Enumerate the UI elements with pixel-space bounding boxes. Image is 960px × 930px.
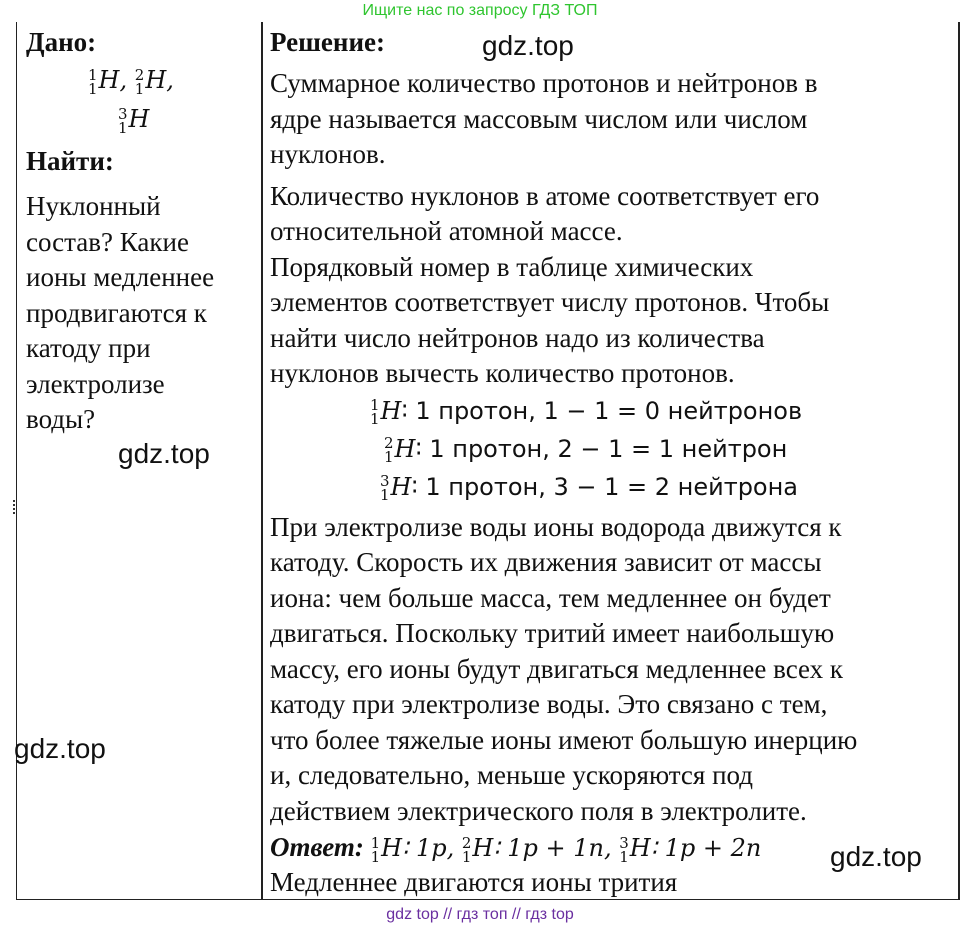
top-banner[interactable]: Ищите нас по запросу ГДЗ ТОП xyxy=(362,2,598,19)
given-isotopes-line-2 xyxy=(26,101,256,137)
watermark: gdz.top xyxy=(14,733,106,764)
isotope-protium: 1 1 H xyxy=(88,65,120,98)
solution-column xyxy=(270,24,950,898)
watermark: gdz.top xyxy=(830,841,922,872)
calc-protium: 1 1 H∶ 1 протон, 1 − 1 = 0 нейтронов xyxy=(370,396,803,428)
isotope-tritium: 3 1 H xyxy=(118,104,150,137)
neutron-calculations xyxy=(270,392,950,506)
solution-paragraph-2: Количество нуклонов в атоме соответствует его относительной атомной массе. Порядковый номер в таблице химических элементов соответствует числу протонов. Чтобы найти число нейтронов надо из количества нуклонов вычесть количество протонов. xyxy=(270,180,830,388)
watermark: gdz.top xyxy=(118,438,210,469)
margin-mark xyxy=(13,500,15,514)
solution-heading: Решение: xyxy=(270,27,385,57)
watermark: gdz.top xyxy=(482,30,574,61)
answer-final: Медленнее двигаются ионы трития xyxy=(270,867,678,897)
calc-deuterium: 2 1 H∶ 1 протон, 2 − 1 = 1 нейтрон xyxy=(384,434,788,466)
given-heading: Дано: xyxy=(26,27,97,57)
answer-label: Ответ: xyxy=(270,832,364,862)
bottom-banner[interactable]: gdz top // гдз топ // гдз top xyxy=(386,906,574,923)
find-text: Нуклонный состав? Какие ионы медленнее продвигаются к катоду при электролизе воды? xyxy=(26,191,215,434)
given-column xyxy=(26,24,256,438)
solution-paragraph-1: Суммарное количество протонов и нейтронов в ядре называется массовым числом или числом нуклонов. xyxy=(270,68,818,169)
calc-tritium: 3 1 H∶ 1 протон, 3 − 1 = 2 нейтрона xyxy=(380,472,799,504)
answer-line: Ответ: 1 1 H∶ 1p, 2 1 H∶ 1p + 1n, 3 1 H∶ 1p + 2n xyxy=(270,832,762,866)
given-isotopes-line-1: 1 1 H, 2 1 H, xyxy=(26,62,256,98)
solution-paragraph-3: При электролизе воды ионы водорода движутся к катоду. Скорость их движения зависит от массы иона: чем больше масса, тем медленнее он будет двигаться. Поскольку тритий имеет наибольшую массу, его ионы будут двигаться медленнее всех к катоду при электролизе воды. Это связано с тем, что более тяжелые ионы имеют большую инерцию и, следовательно, меньше ускоряются под действием электрического поля в электролите. xyxy=(270,511,858,826)
table-right-border xyxy=(958,22,960,900)
find-heading: Найти: xyxy=(26,146,114,176)
column-divider xyxy=(261,22,263,900)
isotope-deuterium: 2 1 H xyxy=(134,65,167,98)
